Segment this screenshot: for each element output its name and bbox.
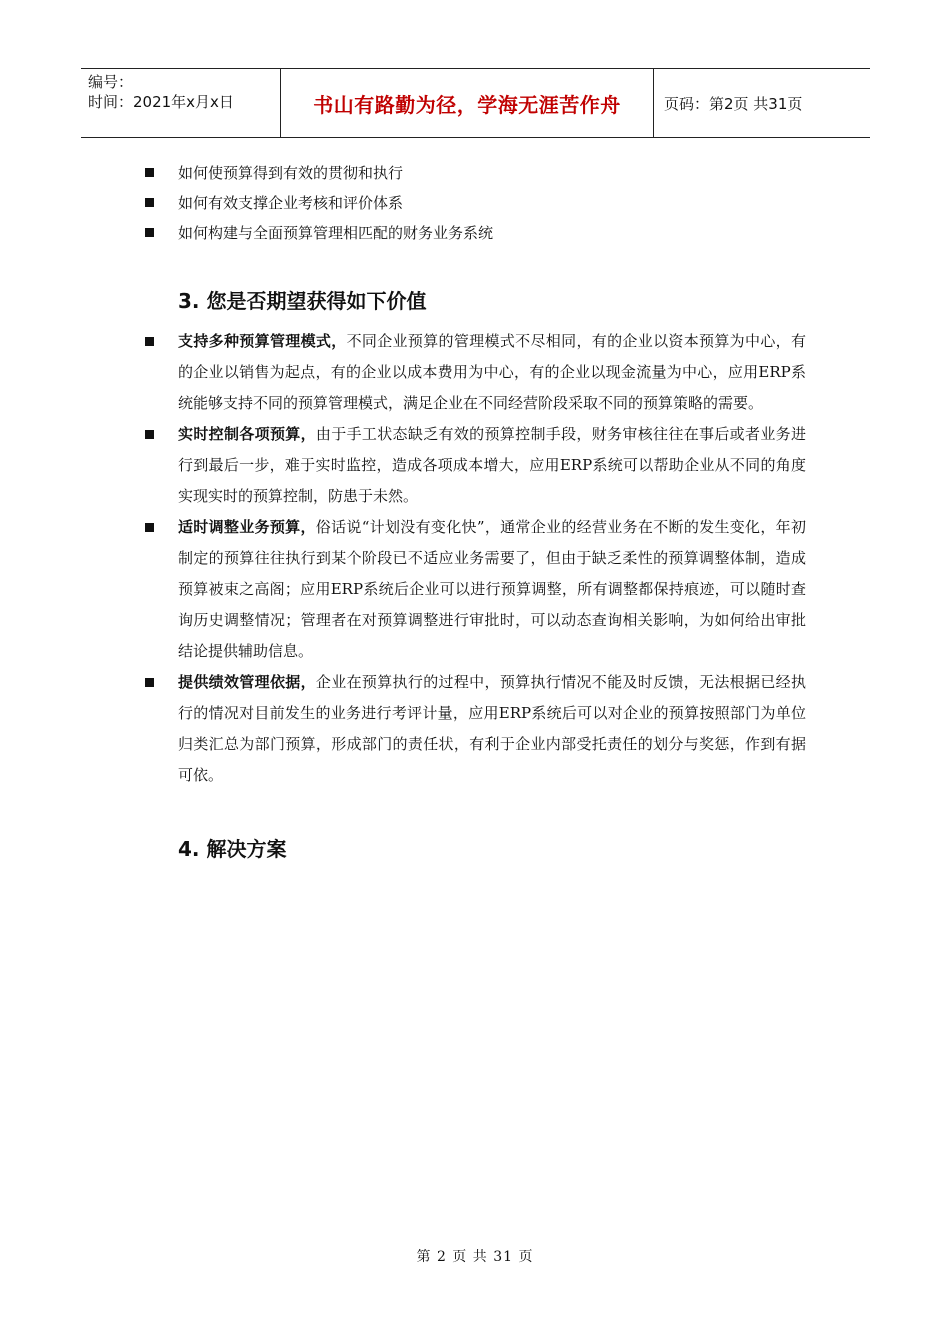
- list-item: [145, 326, 825, 419]
- header-meta: [81, 69, 281, 137]
- list-item-paragraph: [178, 512, 806, 667]
- list-item: [145, 217, 825, 247]
- item-heading: 提供绩效管理依据，: [178, 673, 316, 691]
- square-bullet-icon: [145, 430, 154, 439]
- item-heading: 实时控制各项预算，: [178, 425, 316, 443]
- item-heading: 适时调整业务预算，: [178, 518, 316, 536]
- list-item-text: 如何使预算得到有效的贯彻和执行: [178, 163, 404, 182]
- square-bullet-icon: [145, 678, 154, 687]
- header-motto: 书山有路勤为径，学海无涯苦作舟: [281, 69, 654, 137]
- list-item: [145, 512, 825, 667]
- list-item: [145, 187, 825, 217]
- list-item-paragraph: [178, 419, 806, 512]
- item-body: 企业在预算执行的过程中，预算执行情况不能及时反馈，无法根据已经执行的情况对目前发生的业务进行考评计量，应用ERP系统后可以对企业的预算按照部门为单位归类汇总为部门预算，形成部门的责任状，有利于企业内部受托责任的划分与奖惩，作到有据可依。: [178, 673, 806, 784]
- list-item: [145, 667, 825, 791]
- item-body: 由于手工状态缺乏有效的预算控制手段，财务审核往往在事后或者业务进行到最后一步，难于实时监控，造成各项成本增大，应用ERP系统可以帮助企业从不同的角度实现实时的预算控制，防患于未然。: [178, 425, 806, 505]
- section-3-title: 3. 您是否期望获得如下价值: [178, 289, 427, 313]
- page-header: [81, 68, 870, 138]
- square-bullet-icon: [145, 198, 154, 207]
- list-item-text: 如何有效支撑企业考核和评价体系: [178, 193, 404, 212]
- top-bullet-list: [145, 157, 825, 247]
- square-bullet-icon: [145, 523, 154, 532]
- list-item-paragraph: [178, 326, 806, 419]
- item-heading: 支持多种预算管理模式，: [178, 332, 347, 350]
- list-item: [145, 419, 825, 512]
- item-body: 不同企业预算的管理模式不尽相同，有的企业以资本预算为中心，有的企业以销售为起点，有的企业以成本费用为中心，有的企业以现金流量为中心，应用ERP系统能够支持不同的预算管理模式，满足企业在不同经营阶段采取不同的预算策略的需要。: [178, 332, 806, 412]
- list-item: [145, 157, 825, 187]
- page-footer: 第 2 页 共 31 页: [416, 1249, 534, 1265]
- section-4-title: 4. 解决方案: [178, 837, 287, 861]
- item-body: 俗话说“计划没有变化快”，通常企业的经营业务在不断的发生变化，年初制定的预算往往执行到某个阶段已不适应业务需要了，但由于缺乏柔性的预算调整体制，造成预算被束之高阁；应用ERP系统后企业可以进行预算调整，所有调整都保持痕迹，可以随时查询历史调整情况；管理者在对预算调整进行审批时，可以动态查询相关影响，为如何给出审批结论提供辅助信息。: [178, 518, 806, 660]
- list-item-text: 如何构建与全面预算管理相匹配的财务业务系统: [178, 223, 494, 242]
- document-number-label: 编号：: [88, 73, 134, 91]
- document-date: 时间：2021年x月x日: [88, 93, 234, 111]
- square-bullet-icon: [145, 337, 154, 346]
- value-list: [145, 326, 825, 791]
- list-item-paragraph: [178, 667, 806, 791]
- square-bullet-icon: [145, 168, 154, 177]
- header-page-info: 页码：第2页 共31页: [664, 94, 803, 113]
- square-bullet-icon: [145, 228, 154, 237]
